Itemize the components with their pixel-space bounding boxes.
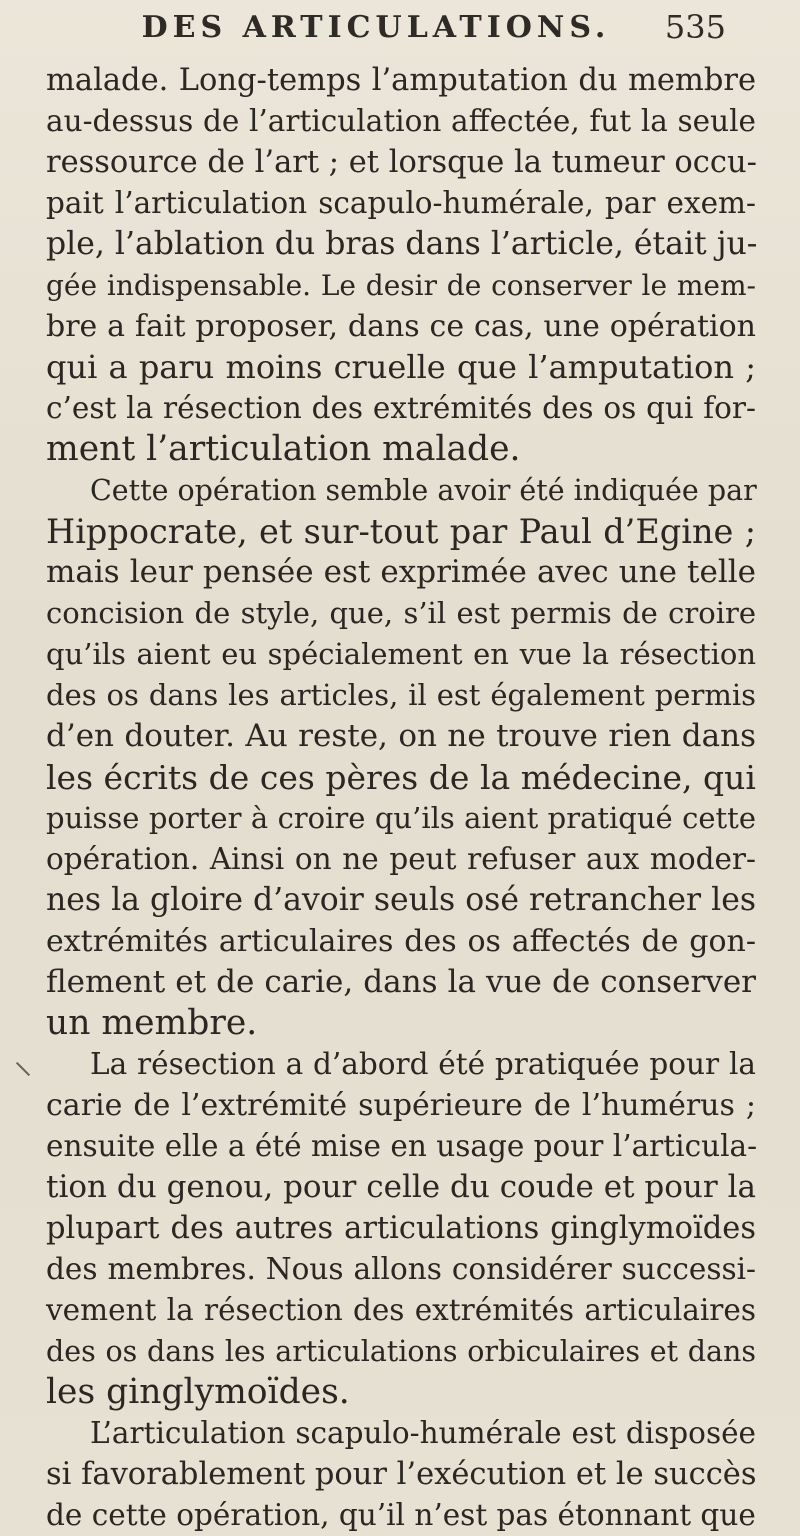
text-line: qu’ils aient eu spécialement en vue la résection <box>46 637 756 671</box>
text-line: au-dessus de l’articulation affectée, fut la seule <box>46 104 756 138</box>
text-line: opération. Ainsi on ne peut refuser aux moder- <box>46 842 756 876</box>
text-line: extrémités articulaires des os affectés de gon- <box>46 924 756 959</box>
text-line: concision de style, que, s’il est permis de croire <box>46 596 756 630</box>
text-line: plupart des autres articulations ginglymoïdes <box>46 1211 756 1246</box>
text-line: c’est la résection des extrémités des os qui for- <box>46 391 756 425</box>
text-line: Hippocrate, et sur-tout par Paul d’Egine ; <box>46 512 756 551</box>
text-line: gée indispensable. Le desir de conserver le mem- <box>46 269 756 302</box>
text-line: tion du genou, pour celle du coude et pour la <box>46 1169 756 1205</box>
text-line: ple, l’ablation du bras dans l’article, était ju- <box>46 226 758 262</box>
running-head <box>96 6 736 56</box>
text-line: de cette opération, qu’il n’est pas étonnant que <box>46 1498 756 1532</box>
text-line: les ginglymoïdes. <box>46 1372 350 1412</box>
text-line: vement la résection des extrémités articulaires <box>46 1293 756 1327</box>
running-head-title: DES ARTICULATIONS. <box>141 10 611 45</box>
text-line: bre a fait proposer, dans ce cas, une opération <box>46 309 756 344</box>
text-line: les écrits de ces pères de la médecine, qui <box>46 758 756 797</box>
text-line: carie de l’extrémité supérieure de l’humérus ; <box>46 1088 756 1123</box>
text-line: flement et de carie, dans la vue de conserver <box>46 964 756 1000</box>
text-line: Cette opération semble avoir été indiquée par <box>90 474 757 507</box>
text-line: un membre. <box>46 1003 258 1043</box>
text-line: nes la gloire d’avoir seuls osé retrancher les <box>46 882 756 918</box>
text-line: ressource de l’art ; et lorsque la tumeur occu- <box>46 145 757 180</box>
margin-mark <box>16 1062 30 1076</box>
text-line: des os dans les articles, il est également permis <box>46 678 756 712</box>
text-line: malade. Long-temps l’amputation du membre <box>46 63 756 98</box>
text-line: pait l’articulation scapulo-humérale, par exem- <box>46 186 756 220</box>
text-line: La résection a d’abord été pratiquée pour la <box>90 1047 756 1081</box>
text-line: ment l’articulation malade. <box>46 429 521 469</box>
page-number: 535 <box>664 8 726 46</box>
text-line: d’en douter. Au reste, on ne trouve rien dans <box>46 718 756 754</box>
text-line: mais leur pensée est exprimée avec une telle <box>46 554 756 590</box>
text-line: puisse porter à croire qu’ils aient pratiqué cette <box>46 801 756 835</box>
text-line: si favorablement pour l’exécution et le succès <box>46 1457 757 1492</box>
text-line: ensuite elle a été mise en usage pour l’articula- <box>46 1129 758 1163</box>
body-text <box>46 60 756 1536</box>
text-line: qui a paru moins cruelle que l’amputation ; <box>46 348 756 386</box>
text-line: des os dans les articulations orbiculaires et dans <box>46 1335 756 1368</box>
text-line: des membres. Nous allons considérer successi- <box>46 1252 756 1286</box>
text-line: L’articulation scapulo-humérale est disposée <box>90 1416 756 1450</box>
